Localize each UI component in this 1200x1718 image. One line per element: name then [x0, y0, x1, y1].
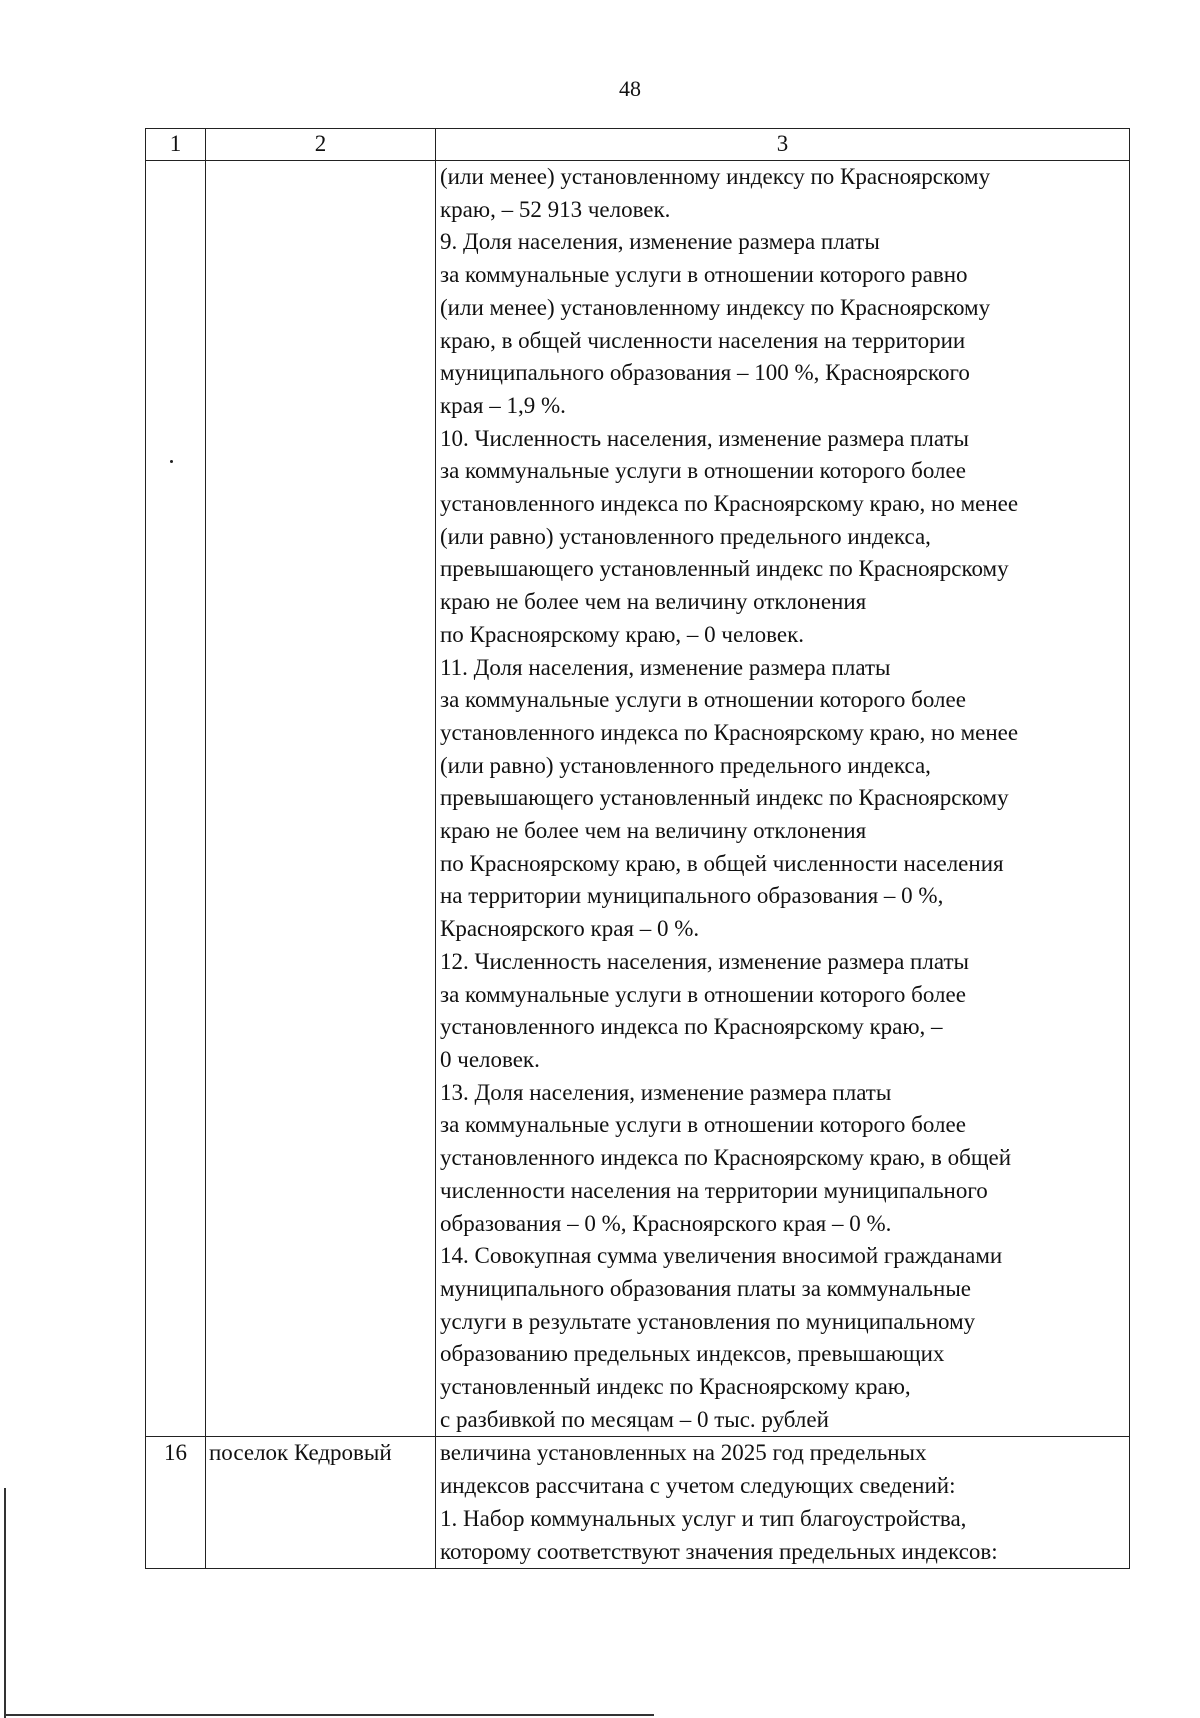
text-line: муниципального образования платы за коммунальные: [440, 1275, 971, 1301]
text-line: (или менее) установленному индексу по Красноярскому: [440, 294, 991, 320]
column-header-territory: 2: [206, 129, 436, 161]
scan-artifact-edge: [4, 1714, 654, 1716]
text-line: 11. Доля населения, изменение размера платы: [440, 654, 891, 680]
row-number-cell: 16: [146, 1437, 206, 1569]
text-line: 14. Совокупная сумма увеличения вносимой гражданами: [440, 1243, 1003, 1269]
text-line: установленный индекс по Красноярскому краю,: [440, 1374, 911, 1400]
text-line: на территории муниципального образования – 0 %,: [440, 883, 944, 909]
text-line: 9. Доля населения, изменение размера платы: [440, 229, 880, 255]
table-row-continued: [146, 161, 1130, 1437]
text-line: краю, – 52 913 человек.: [440, 196, 671, 222]
text-line: которому соответствуют значения предельных индексов:: [440, 1538, 998, 1564]
text-line: превышающего установленный индекс по Красноярскому: [440, 556, 1009, 582]
text-line: за коммунальные услуги в отношении которого более: [440, 458, 966, 484]
text-line: образованию предельных индексов, превышающих: [440, 1341, 945, 1367]
text-line: за коммунальные услуги в отношении которого равно: [440, 262, 968, 288]
page-number: 48: [619, 76, 641, 101]
text-line: краю не более чем на величину отклонения: [440, 818, 867, 844]
text-line: услуги в результате установления по муниципальному: [440, 1308, 976, 1334]
text-line: 10. Численность населения, изменение размера платы: [440, 425, 969, 451]
text-line: за коммунальные услуги в отношении которого более: [440, 981, 966, 1007]
text-line: численности населения на территории муниципального: [440, 1177, 988, 1203]
column-header-description: 3: [436, 129, 1130, 161]
text-line: установленного индекса по Красноярскому краю, но менее: [440, 719, 1019, 745]
text-line: (или равно) установленного предельного индекса,: [440, 523, 931, 549]
text-line: муниципального образования – 100 %, Красноярского: [440, 360, 970, 386]
territory-cell: [206, 161, 436, 1437]
text-line: за коммунальные услуги в отношении которого более: [440, 1112, 966, 1138]
text-line: превышающего установленный индекс по Красноярскому: [440, 785, 1009, 811]
text-line: края – 1,9 %.: [440, 392, 566, 418]
text-line: за коммунальные услуги в отношении которого более: [440, 687, 966, 713]
text-line: 0 человек.: [440, 1046, 540, 1072]
text-line: (или менее) установленному индексу по Красноярскому: [440, 164, 991, 189]
text-line: 1. Набор коммунальных услуг и тип благоустройства,: [440, 1505, 967, 1531]
text-line: величина установленных на 2025 год предельных: [440, 1440, 927, 1466]
table-row-16: [146, 1437, 1130, 1569]
table-header-row: [146, 129, 1130, 161]
text-line: 12. Численность населения, изменение размера платы: [440, 948, 969, 974]
document-table: [145, 128, 1130, 1569]
text-line: краю, в общей численности населения на территории: [440, 327, 966, 353]
text-line: по Красноярскому краю, – 0 человек.: [440, 621, 805, 647]
text-line: 13. Доля населения, изменение размера платы: [440, 1079, 892, 1105]
description-cell: [436, 161, 1130, 1437]
text-line: установленного индекса по Красноярскому краю, в общей: [440, 1145, 1012, 1171]
text-line: краю не более чем на величину отклонения: [440, 589, 867, 615]
description-cell: [436, 1437, 1130, 1569]
text-line: образования – 0 %, Красноярского края – 0 %.: [440, 1210, 892, 1236]
description-lines: [440, 1437, 1125, 1568]
row-number-cell: [146, 161, 206, 1437]
text-line: Красноярского края – 0 %.: [440, 916, 700, 942]
territory-cell: поселок Кедровый: [206, 1437, 436, 1569]
text-line: установленного индекса по Красноярскому краю, –: [440, 1014, 943, 1040]
description-lines: [440, 161, 1125, 1436]
text-line: по Красноярскому краю, в общей численности населения: [440, 850, 1004, 876]
scan-artifact-edge: [4, 1488, 6, 1718]
text-line: индексов рассчитана с учетом следующих сведений:: [440, 1473, 956, 1499]
text-line: с разбивкой по месяцам – 0 тыс. рублей: [440, 1406, 829, 1432]
text-line: установленного индекса по Красноярскому краю, но менее: [440, 491, 1019, 517]
column-header-number: 1: [146, 129, 206, 161]
text-line: (или равно) установленного предельного индекса,: [440, 752, 931, 778]
scan-artifact-dot: [170, 460, 173, 463]
